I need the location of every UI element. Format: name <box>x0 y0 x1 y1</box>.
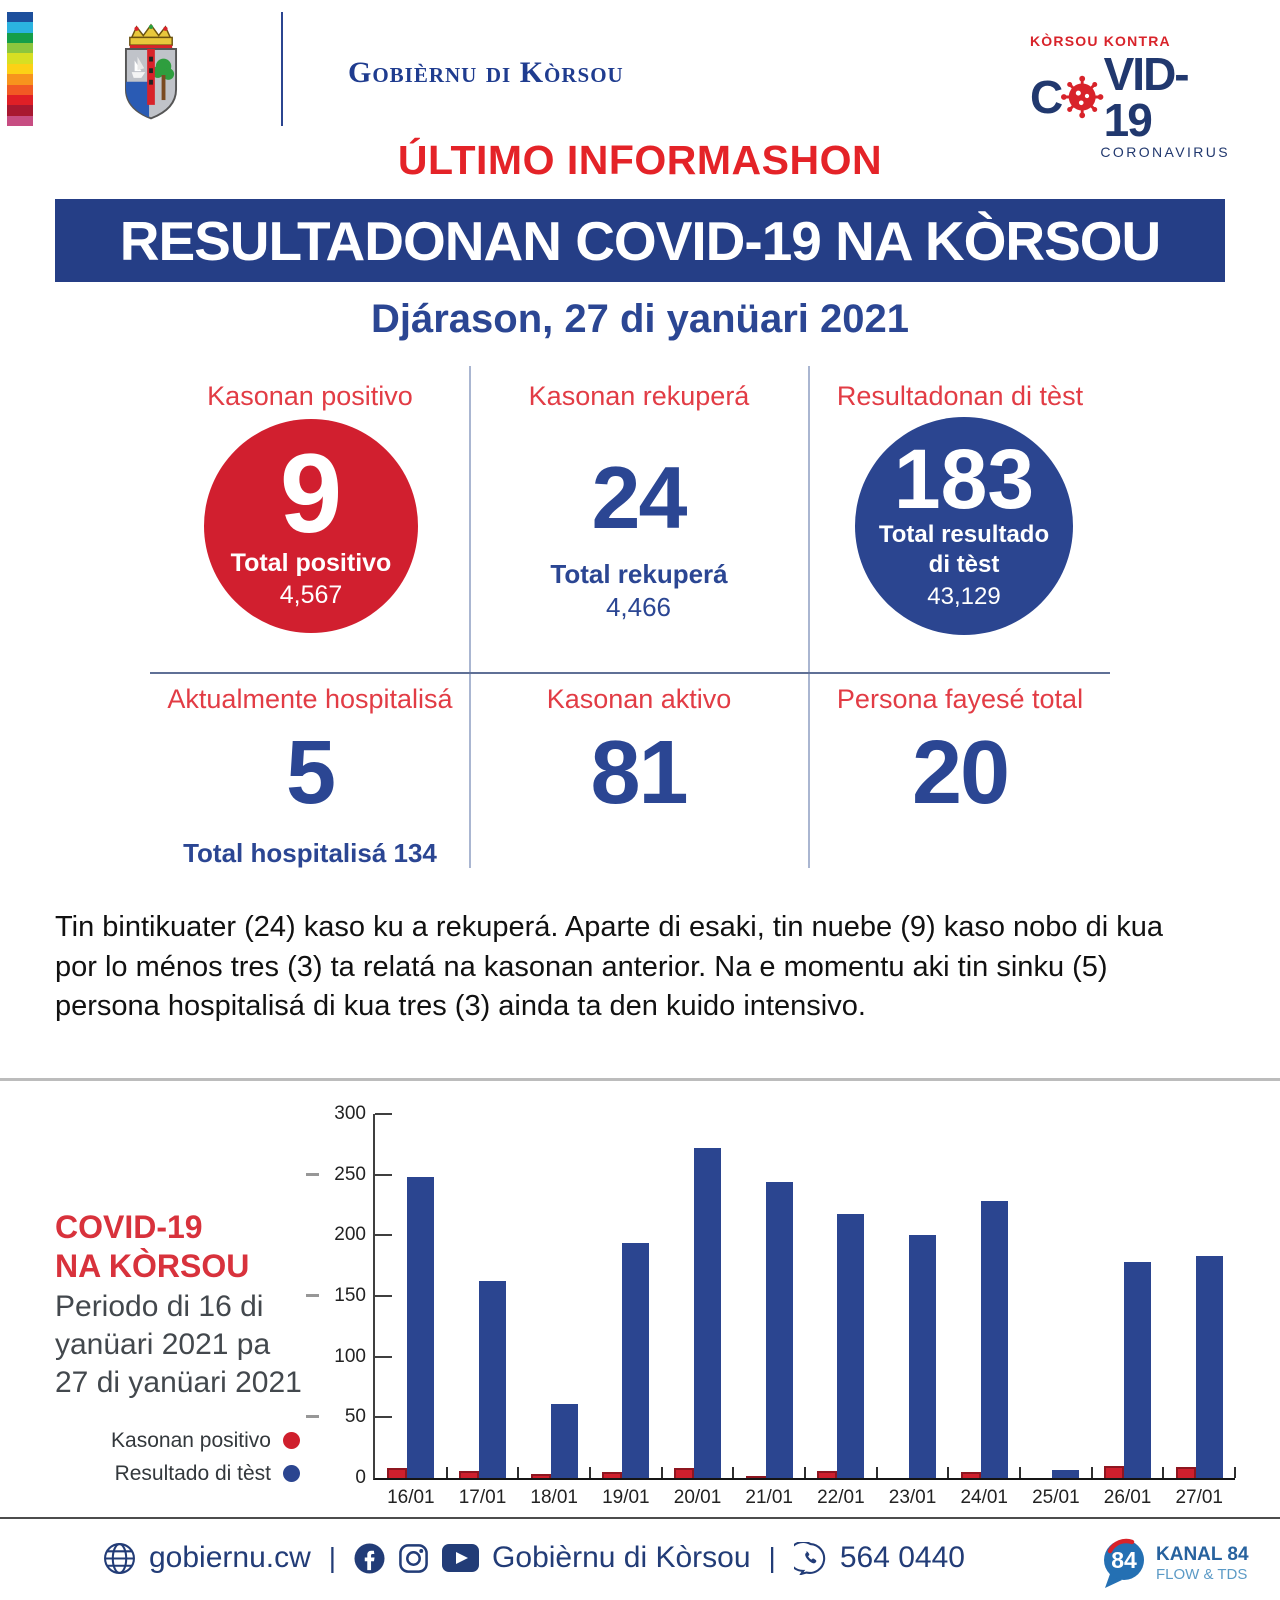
x-axis-label: 18/01 <box>530 1487 578 1508</box>
bar-chart-plot <box>375 1114 1235 1508</box>
covid-logo-rest: VID-19 <box>1103 48 1188 146</box>
hospitalized-total-label: Total hospitalisá 134 <box>183 838 437 868</box>
stat-label-active: Kasonan aktivo <box>546 684 732 714</box>
tests-value: 183 <box>893 431 1035 526</box>
hospitalized-value: 5 <box>285 723 335 823</box>
bar-tests <box>1052 1470 1079 1478</box>
bar-tests <box>1124 1262 1151 1478</box>
stripe-segment <box>7 105 33 115</box>
kanal84-tagline: FLOW & TDS <box>1156 1566 1248 1584</box>
legend-label: Resultado di tèst <box>114 1461 271 1485</box>
x-axis-label: 27/01 <box>1175 1487 1223 1508</box>
chart-legend <box>100 1424 300 1490</box>
chart-group-27-01 <box>1163 1114 1235 1508</box>
bar-tests <box>479 1281 506 1478</box>
bar-tests <box>837 1214 864 1479</box>
summary-paragraph: Tin bintikuater (24) kaso ku a rekuperá. Aparte di esaki, tin nuebe (9) kaso nobo di kua por lo ménos tres (3) ta relatá na kasonan anterior. Na e momentu aki tin sinku (5) persona hospitalisá di kua tres (3) ainda ta den kuido intensivo. <box>55 911 1164 1023</box>
youtube-icon <box>442 1544 479 1572</box>
chart-group-17-01 <box>447 1114 519 1508</box>
bar-positive <box>1104 1466 1124 1478</box>
x-axis-label: 23/01 <box>888 1487 937 1508</box>
stat-label-positive: Kasonan positivo <box>207 381 413 411</box>
bar-tests <box>622 1243 649 1478</box>
recovered-value: 24 <box>591 448 686 547</box>
positive-value: 9 <box>279 430 343 556</box>
positive-circle <box>204 419 418 633</box>
bar-tests <box>694 1148 721 1478</box>
legend-dot-red <box>283 1432 300 1449</box>
chart-title-line1: COVID-19 <box>55 1209 203 1245</box>
bar-tests <box>1196 1256 1223 1478</box>
footer-separator: | <box>768 1542 776 1573</box>
stripe-segment <box>7 95 33 105</box>
chart-group-23-01 <box>877 1114 949 1508</box>
y-axis-tick-label: 150 <box>334 1285 366 1306</box>
recovered-total-label: Total rekuperá <box>550 559 728 589</box>
y-axis-tick-label: 300 <box>334 1103 366 1124</box>
government-name: Gobièrnu di Kòrsou <box>348 56 624 89</box>
header-divider <box>281 12 283 126</box>
x-axis-label: 26/01 <box>1103 1487 1152 1508</box>
bar-positive <box>531 1474 551 1478</box>
x-axis-label: 16/01 <box>387 1487 435 1508</box>
x-axis-label: 19/01 <box>602 1487 650 1508</box>
positive-total-label: Total positivo <box>230 548 392 577</box>
tests-total-value: 43,129 <box>927 583 1001 611</box>
chart-group-19-01 <box>590 1114 662 1508</box>
stripe-segment <box>7 53 33 63</box>
tests-circle <box>855 417 1073 635</box>
covid-logo-c: C <box>1030 71 1062 123</box>
stripe-segment <box>7 116 33 126</box>
y-axis-minor-tick <box>306 1415 319 1418</box>
stat-label-tests: Resultadonan di tèst <box>836 381 1084 411</box>
tests-total-label-2: di tèst <box>928 551 1000 579</box>
y-axis-tick <box>375 1234 392 1236</box>
bar-positive <box>459 1471 479 1478</box>
x-axis-label: 21/01 <box>745 1487 793 1508</box>
kanal84-number: 84 <box>1111 1547 1137 1573</box>
rainbow-stripe <box>7 12 33 126</box>
y-axis-tick <box>375 1416 392 1418</box>
stripe-segment <box>7 74 33 84</box>
stat-label-recovered: Kasonan rekuperá <box>528 381 750 411</box>
footer-social-name: Gobièrnu di Kòrsou <box>492 1541 751 1574</box>
y-axis-tick-label: 100 <box>334 1345 366 1367</box>
y-axis-tick-label: 250 <box>334 1163 366 1185</box>
x-axis-label: 22/01 <box>817 1487 865 1508</box>
bar-positive <box>602 1472 622 1478</box>
chart-group-25-01 <box>1020 1114 1092 1508</box>
facebook-icon <box>354 1543 385 1574</box>
main-title-banner: RESULTADONAN COVID-19 NA KÒRSOU <box>55 199 1225 282</box>
coat-of-arms <box>92 22 210 133</box>
bar-tests <box>551 1404 578 1478</box>
y-axis-minor-tick <box>306 1173 319 1176</box>
y-axis-tick-label: 0 <box>355 1467 366 1488</box>
chart-title-line2: NA KÒRSOU <box>55 1248 250 1285</box>
bar-tests <box>766 1182 793 1478</box>
bar-positive <box>961 1472 981 1478</box>
legend-item-positive <box>100 1424 300 1457</box>
chart-group-18-01 <box>518 1114 590 1508</box>
stripe-segment <box>7 64 33 74</box>
section-divider <box>0 1078 1280 1081</box>
bar-tests <box>407 1177 434 1478</box>
x-axis-label: 25/01 <box>1032 1487 1080 1508</box>
footer-phone: 564 0440 <box>839 1541 965 1574</box>
chart-period-line: yanüari 2021 pa <box>55 1327 271 1361</box>
chart-period-line: Periodo di 16 di <box>55 1290 264 1323</box>
bar-positive <box>746 1476 766 1478</box>
tests-total-label-1: Total resultado <box>878 520 1050 548</box>
kanal84-bubble-icon <box>1100 1538 1148 1590</box>
chart-period <box>55 1288 302 1401</box>
y-axis-tick-label: 50 <box>344 1406 366 1428</box>
x-axis-label: 20/01 <box>673 1487 722 1508</box>
legend-label: Kasonan positivo <box>111 1428 271 1452</box>
chart-group-20-01 <box>662 1114 734 1508</box>
footer-website: gobiernu.cw <box>149 1541 311 1574</box>
chart-period-line: 27 di yanüari 2021 <box>55 1365 302 1399</box>
instagram-icon <box>398 1543 429 1574</box>
chart-group-24-01 <box>948 1114 1020 1508</box>
y-axis-minor-tick <box>306 1294 319 1297</box>
y-axis-tick <box>375 1174 392 1176</box>
stripe-segment <box>7 12 33 22</box>
positive-total-value: 4,567 <box>279 580 343 609</box>
legend-item-tests <box>100 1457 300 1490</box>
covid-logo-kicker: KÒRSOU KONTRA <box>1030 33 1171 49</box>
recovered-total-value: 4,466 <box>605 592 672 622</box>
bar-tests <box>909 1235 936 1478</box>
virus-icon <box>1061 75 1103 119</box>
y-axis-tick <box>375 1295 392 1297</box>
grid-horizontal-divider <box>150 672 1110 674</box>
covid-logo-subtitle: CORONAVIRUS <box>1100 144 1230 160</box>
y-axis-tick <box>375 1356 392 1358</box>
report-date: Djárason, 27 di yanüari 2021 <box>370 297 910 341</box>
bar-positive <box>674 1468 694 1478</box>
kanal84-logo <box>1100 1538 1249 1590</box>
stripe-segment <box>7 85 33 95</box>
bar-chart <box>334 1103 1235 1508</box>
stripe-segment <box>7 33 33 43</box>
globe-icon <box>103 1542 136 1575</box>
chart-group-26-01 <box>1092 1114 1164 1508</box>
kanal84-name: KANAL 84 <box>1156 1544 1249 1566</box>
whatsapp-icon <box>794 1542 827 1575</box>
bar-positive <box>387 1468 407 1478</box>
chart-group-21-01 <box>733 1114 805 1508</box>
y-axis-tick <box>375 1113 392 1115</box>
y-axis-tick-label: 200 <box>334 1224 366 1246</box>
footer-separator: | <box>328 1542 337 1573</box>
x-axis-label: 24/01 <box>960 1487 1008 1508</box>
x-axis-label: 17/01 <box>458 1487 507 1508</box>
active-value: 81 <box>590 723 687 823</box>
stripe-segment <box>7 22 33 32</box>
deceased-value: 20 <box>911 723 1009 823</box>
chart-group-22-01 <box>805 1114 877 1508</box>
footer <box>103 1534 965 1582</box>
chart-title <box>55 1208 249 1286</box>
stat-label-deceased: Persona fayesé total <box>836 684 1084 714</box>
stripe-segment <box>7 43 33 53</box>
section-kicker: ÚLTIMO INFORMASHON <box>397 137 883 183</box>
legend-dot-blue <box>283 1465 300 1482</box>
bar-positive <box>817 1471 837 1478</box>
bar-tests <box>981 1201 1008 1478</box>
footer-divider <box>0 1517 1280 1519</box>
stat-label-hospitalized: Aktualmente hospitalisá <box>167 684 453 714</box>
bar-positive <box>1176 1467 1196 1478</box>
